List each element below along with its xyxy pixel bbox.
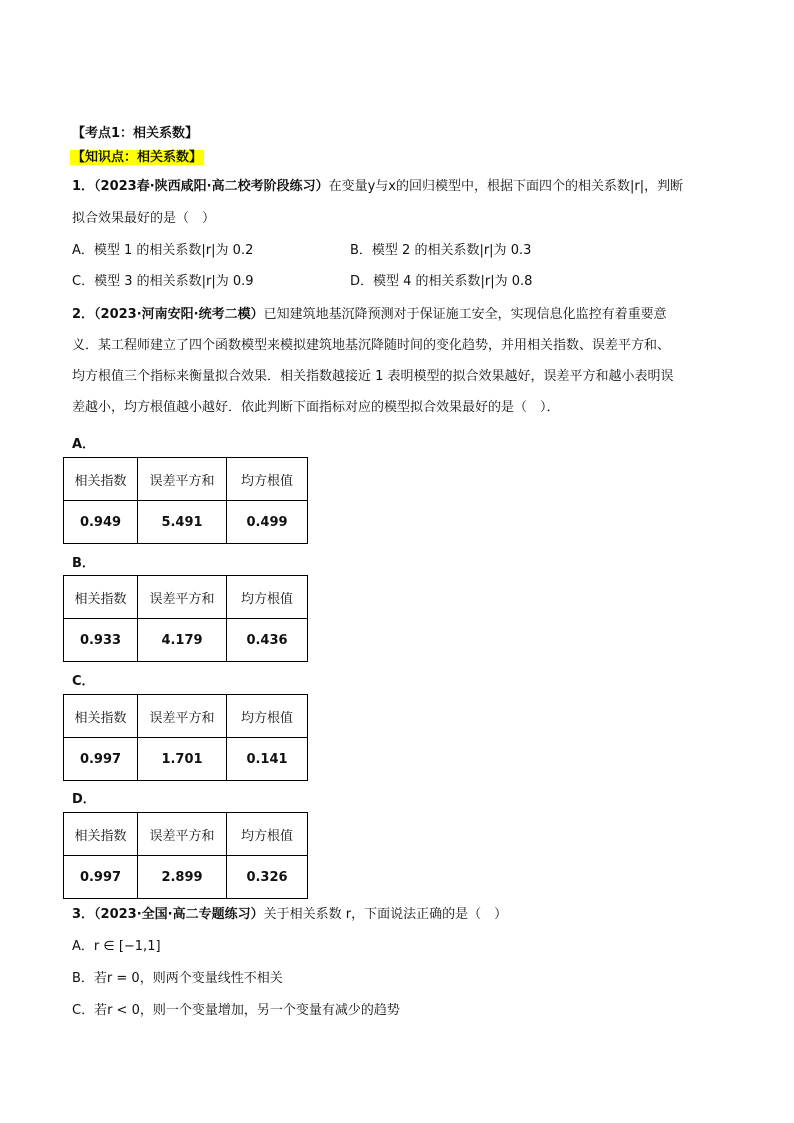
header-correlation-index: 相关指数: [64, 813, 138, 856]
q2-line1: 2．（2023·河南安阳·统考二模）已知建筑地基沉降预测对于保证施工安全，实现信息化监控有着重要意: [72, 307, 667, 322]
header-correlation-index: 相关指数: [64, 695, 138, 738]
header-rms: 均方根值: [227, 576, 308, 619]
table-cell: 0.141: [227, 738, 308, 781]
q3-option-c[interactable]: C．若r < 0，则一个变量增加，另一个变量有减少的趋势: [72, 1003, 400, 1018]
q1-line2: 拟合效果最好的是（ ）: [72, 211, 216, 226]
q3-option-a[interactable]: A．r ∈ [−1,1]: [72, 939, 161, 954]
table-cell: 1.701: [138, 738, 227, 781]
q1-option-b[interactable]: B．模型 2 的相关系数|r|为 0.3: [350, 243, 532, 258]
q2-option-a-letter[interactable]: A．: [72, 437, 96, 452]
q3-option-b[interactable]: B．若r = 0，则两个变量线性不相关: [72, 971, 283, 986]
header-sse: 误差平方和: [138, 458, 227, 501]
header-correlation-index: 相关指数: [64, 458, 138, 501]
header-sse: 误差平方和: [138, 813, 227, 856]
table-cell: 0.949: [64, 501, 138, 544]
q2-line2: 义．某工程师建立了四个函数模型来模拟建筑地基沉降随时间的变化趋势，并用相关指数、误差平方和、: [72, 338, 671, 353]
header-rms: 均方根值: [227, 813, 308, 856]
q3-line1: 3．（2023·全国·高二专题练习）关于相关系数 r，下面说法正确的是（ ）: [72, 907, 508, 922]
q1-option-a[interactable]: A．模型 1 的相关系数|r|为 0.2: [72, 243, 254, 258]
table-cell: 0.997: [64, 738, 138, 781]
table-cell: 5.491: [138, 501, 227, 544]
q1-option-d[interactable]: D．模型 4 的相关系数|r|为 0.8: [350, 274, 533, 289]
table-cell: 0.326: [227, 856, 308, 899]
header-rms: 均方根值: [227, 695, 308, 738]
q2-option-b-letter[interactable]: B．: [72, 556, 95, 571]
q2-option-d-letter[interactable]: D．: [72, 792, 96, 807]
q2-line4: 差越小，均方根值越小越好．依此判断下面指标对应的模型拟合效果最好的是（ ）．: [72, 400, 560, 415]
table-cell: 0.997: [64, 856, 138, 899]
table-cell: 2.899: [138, 856, 227, 899]
table-cell: 0.436: [227, 619, 308, 662]
q2-line3: 均方根值三个指标来衡量拟合效果．相关指数越接近 1 表明模型的拟合效果越好，误差平方和越小表明误: [72, 369, 674, 384]
q2-option-c-table: [63, 694, 308, 781]
q2-option-d-table: [63, 812, 308, 899]
q2-option-a-table: [63, 457, 308, 544]
q1-line1: 1．（2023春·陕西咸阳·高二校考阶段练习）在变量y与x的回归模型中，根据下面四个的相关系数|r|，判断: [72, 179, 684, 194]
section-heading: 【考点1：相关系数】: [72, 126, 199, 141]
table-cell: 4.179: [138, 619, 227, 662]
q1-option-c[interactable]: C．模型 3 的相关系数|r|为 0.9: [72, 274, 254, 289]
header-sse: 误差平方和: [138, 576, 227, 619]
table-cell: 0.933: [64, 619, 138, 662]
header-correlation-index: 相关指数: [64, 576, 138, 619]
header-rms: 均方根值: [227, 458, 308, 501]
q2-option-b-table: [63, 575, 308, 662]
header-sse: 误差平方和: [138, 695, 227, 738]
knowledge-point-label: 【知识点：相关系数】: [72, 150, 203, 165]
table-cell: 0.499: [227, 501, 308, 544]
q2-option-c-letter[interactable]: C．: [72, 674, 95, 689]
